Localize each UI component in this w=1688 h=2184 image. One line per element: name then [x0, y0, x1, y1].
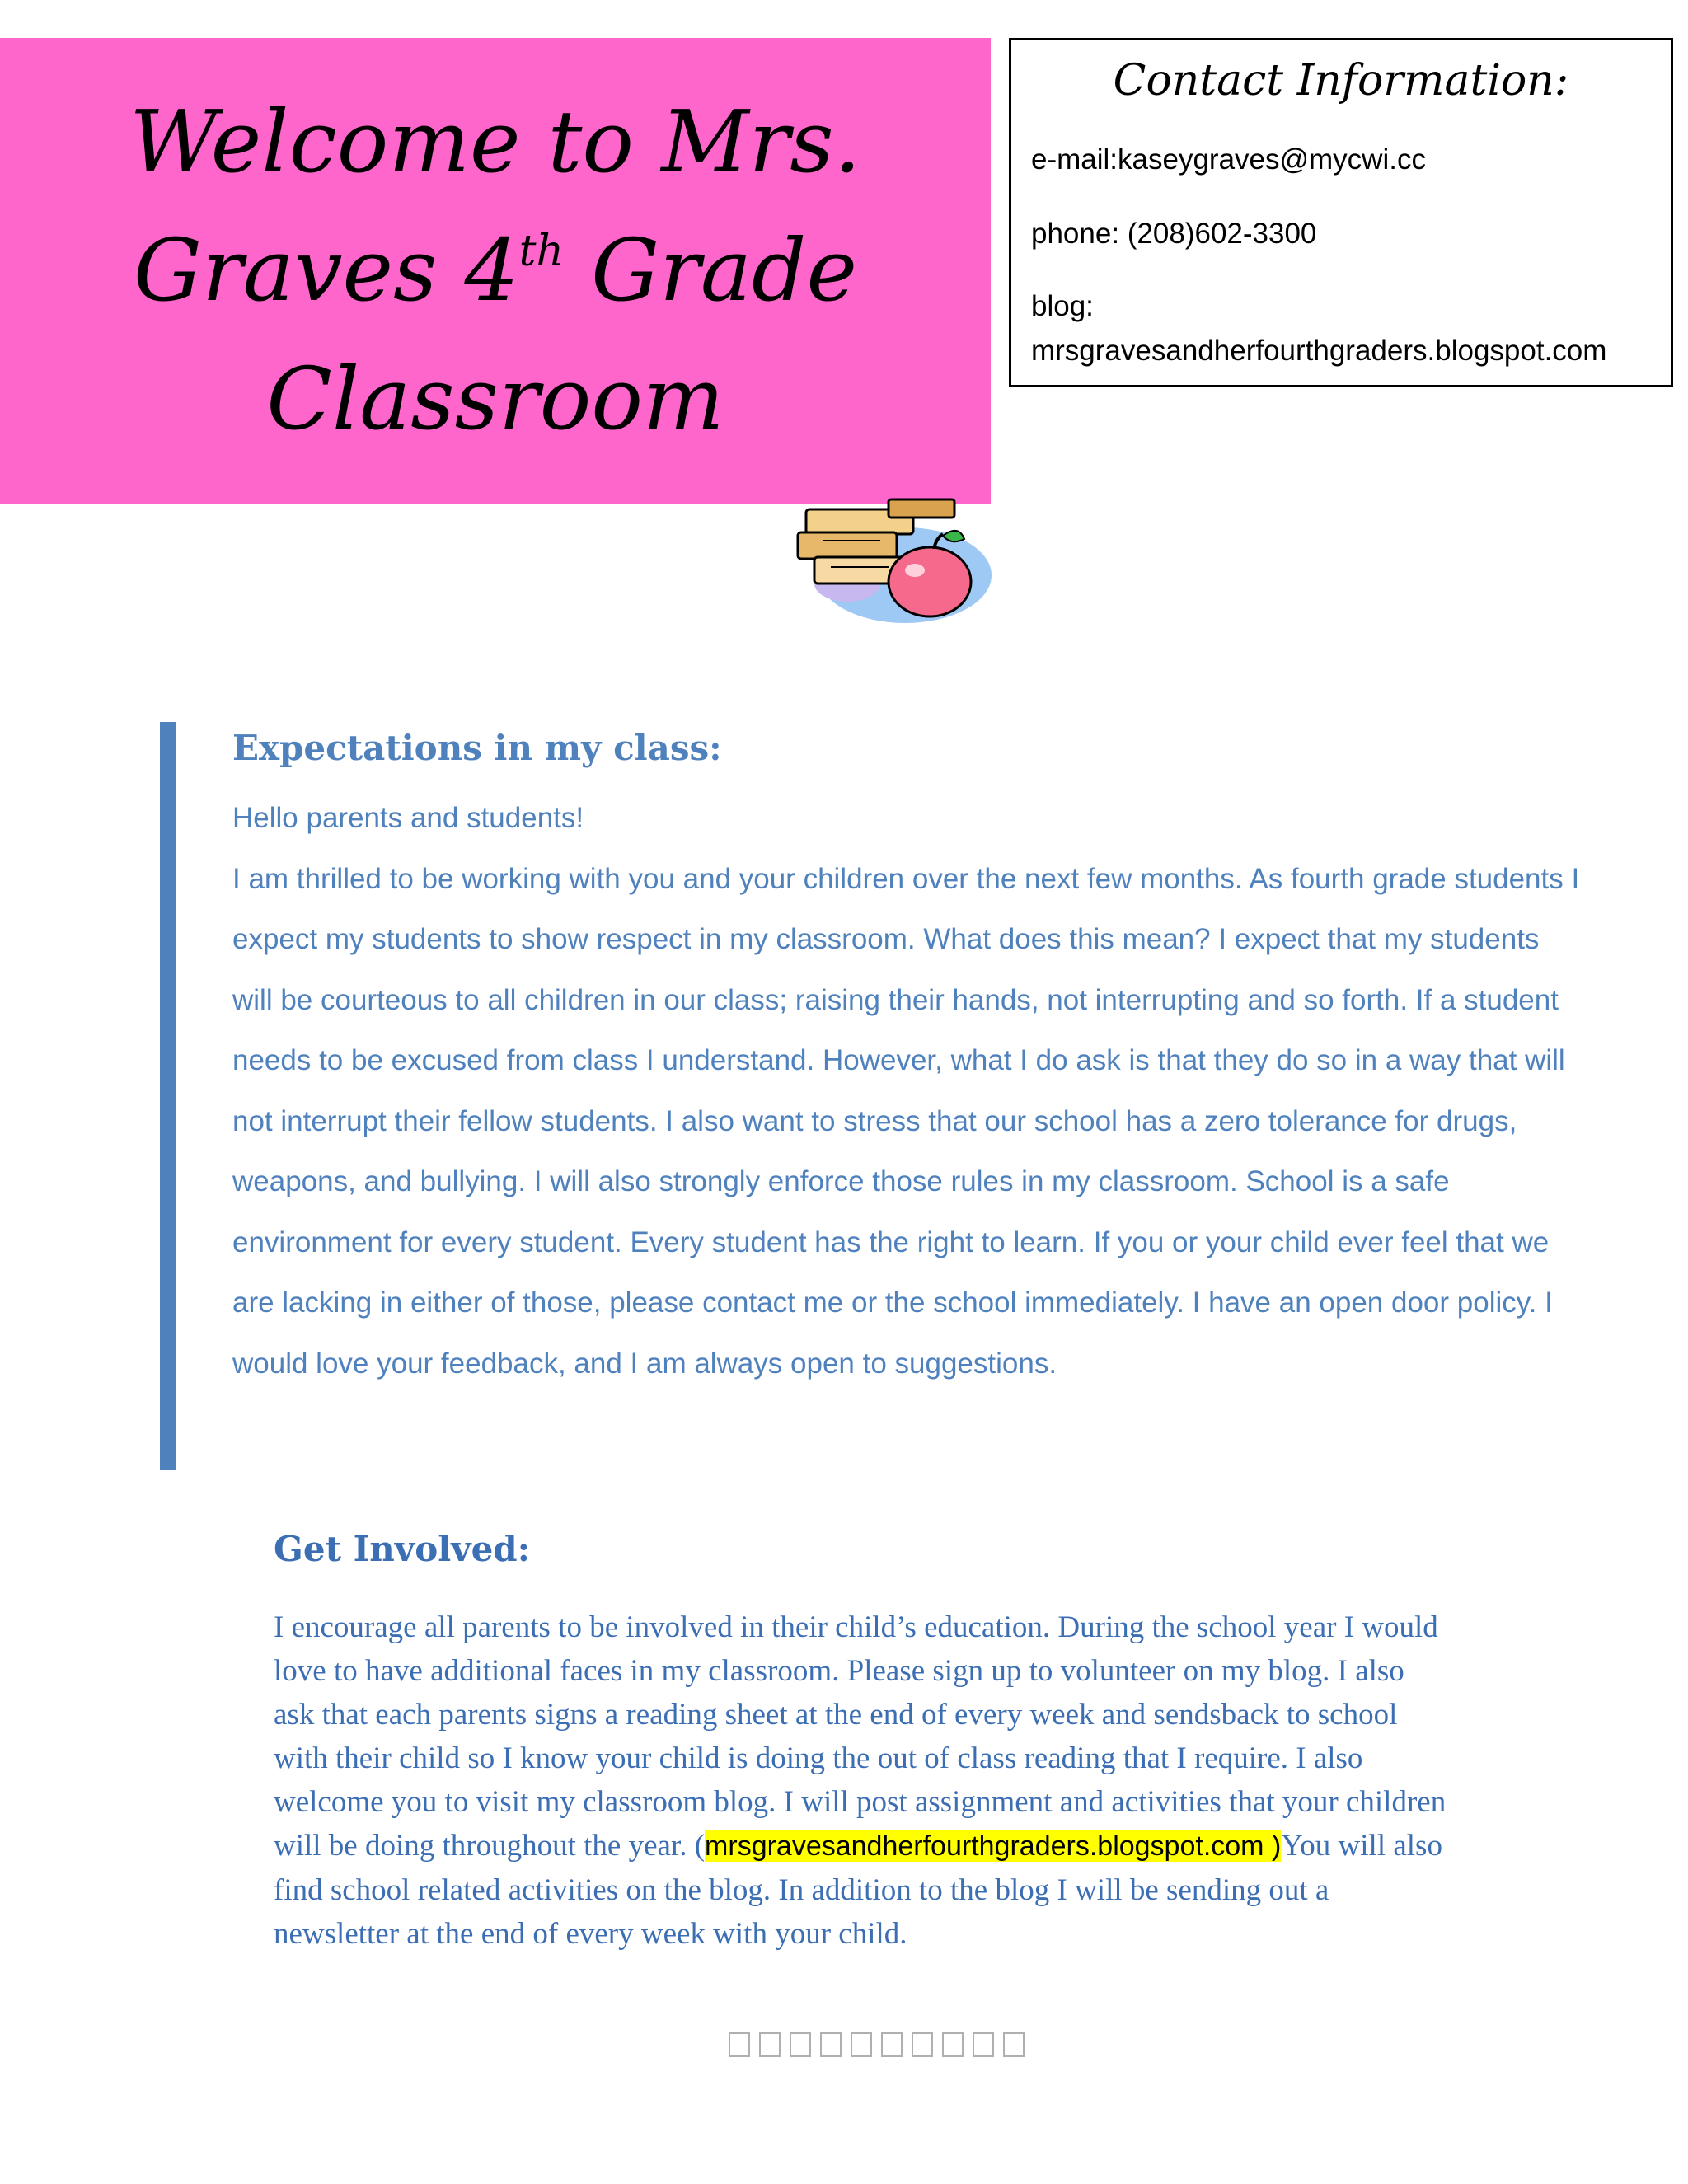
title-line-3: Classroom — [266, 349, 724, 449]
expectations-greeting: Hello parents and students! — [232, 802, 584, 834]
missing-glyph-icon — [912, 2032, 933, 2057]
get-involved-heading: Get Involved: — [274, 1529, 531, 1569]
missing-glyph-icon — [942, 2032, 964, 2057]
contact-phone[interactable]: phone: (208)602-3300 — [1031, 218, 1317, 250]
title-line-1: Welcome to Mrs. — [129, 91, 861, 192]
books-and-apple-icon — [790, 493, 1012, 625]
contact-blog-label: blog: — [1031, 290, 1094, 322]
title-banner — [0, 38, 991, 504]
contact-info-box — [1009, 38, 1673, 387]
missing-glyph-icon — [790, 2032, 811, 2057]
contact-email[interactable]: e-mail:kaseygraves@mycwi.cc — [1031, 143, 1426, 176]
missing-glyph-icon — [1003, 2032, 1025, 2057]
get-involved-text-start: I encourage all parents to be involved in their child’s education. During the school year I would love to have additional faces in my classroom. Please sign up to volunteer on my blog. I also ask that each parents signs a reading sheet at the end of every week and sendsback to school with their child so I know your child is doing the out of class reading that I require. I also welcome you to visit my classroom blog. I will post assignment and activities that your children will be doing throughout the year. ( — [274, 1610, 1447, 1863]
missing-glyph-icon — [881, 2032, 903, 2057]
title-line-2-start: Graves 4 — [133, 220, 519, 321]
get-involved-body — [274, 1605, 1452, 1956]
page-title — [0, 77, 991, 463]
missing-glyph-icon — [729, 2032, 750, 2057]
missing-glyph-row — [729, 2032, 1025, 2062]
missing-glyph-icon — [851, 2032, 872, 2057]
get-involved-paragraph — [274, 1605, 1452, 1956]
missing-glyph-icon — [759, 2032, 781, 2057]
title-ordinal-suffix: th — [518, 227, 565, 276]
expectations-section — [160, 722, 1594, 1470]
missing-glyph-icon — [820, 2032, 842, 2057]
title-line-2-end: Grade — [564, 220, 858, 321]
expectations-heading: Expectations in my class: — [232, 728, 722, 768]
expectations-paragraph: I am thrilled to be working with you and your children over the next few months. As fourth grade students I expect my students to show respect in my classroom. What does this mean? I expect that my students will be courteous to all children in our class; raising their hands, not interrupting and so forth. If a student needs to be excused from class I understand. However, what I do ask is that they do so in a way that will not interrupt their fellow students. I also want to stress that our school has a zero tolerance for drugs, weapons, and bullying. I will also strongly enforce those rules in my classroom. School is a safe environment for every student. Every student has the right to learn. If you or your child ever feel that we are lacking in either of those, please contact me or the school immediately. I have an open door policy. I would love your feedback, and I am always open to suggestions. — [232, 862, 1580, 1380]
contact-heading: Contact Information: — [1113, 56, 1569, 105]
get-involved-text-end: You will also find school related activities on the blog. In addition to the blog I will be sending out a newsletter at the end of every week with your child. — [274, 1829, 1442, 1951]
contact-blog-link[interactable]: mrsgravesandherfourthgraders.blogspot.com — [1031, 335, 1607, 367]
missing-glyph-icon — [973, 2032, 994, 2057]
blog-link-highlight[interactable]: mrsgravesandherfourthgraders.blogspot.com ) — [705, 1830, 1282, 1862]
expectations-body — [232, 788, 1584, 1394]
title-line-2 — [134, 220, 857, 321]
